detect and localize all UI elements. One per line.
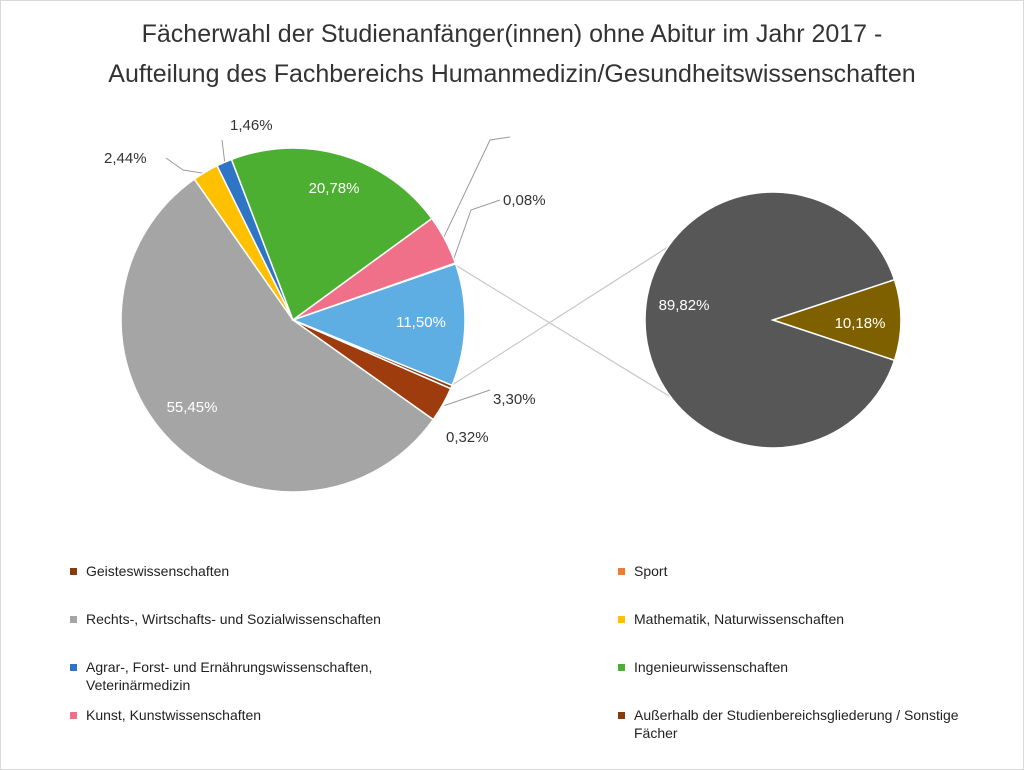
legend-swatch (618, 616, 625, 623)
leader-3-30 (445, 390, 490, 406)
legend-label: Außerhalb der Studienbereichsgliederung / Sonstige Fächer (634, 707, 959, 741)
legend-label: Geisteswissenschaften (86, 563, 230, 579)
legend-swatch (618, 712, 625, 719)
legend-swatch (70, 664, 77, 671)
leader-2-44 (166, 158, 206, 174)
label-geistes: 3,30% (493, 391, 536, 408)
legend-label: Rechts-, Wirtschafts- und Sozialwissenschaften (86, 611, 381, 627)
label-rechts-wirtschaft: 55,45% (166, 399, 218, 416)
chart-title-line-2: Aufteilung des Fachbereichs Humanmedizin/Gesundheitswissenschaften (108, 60, 916, 88)
legend-swatch (70, 712, 77, 719)
label-humanmedizin: 11,50% (396, 314, 446, 331)
legend-swatch (70, 616, 77, 623)
leader-kunst (442, 137, 510, 242)
legend-item-rechts-wirtschafts-und-sozialwissenschaften (70, 610, 490, 628)
leader-0-08 (452, 200, 500, 265)
label-sonstige: 0,32% (446, 429, 489, 446)
label-secondary-small: 10,18% (834, 315, 886, 332)
legend-swatch (70, 568, 77, 575)
legend-item-kunst-kunstwissenschaften (70, 706, 490, 724)
legend-label: Mathematik, Naturwissenschaften (634, 611, 845, 627)
legend-swatch (618, 568, 625, 575)
legend-swatch (618, 664, 625, 671)
label-agrar: 1,46% (230, 117, 273, 134)
legend-label: Agrar-, Forst- und Ernährungswissenschaften, Veterinärmedizin (86, 659, 373, 693)
legend-item-ingenieurwissenschaften (618, 658, 1024, 676)
label-sport: 0,08% (503, 192, 546, 209)
legend-item-sport (618, 562, 1024, 580)
legend-label: Ingenieurwissenschaften (634, 659, 789, 675)
legend-item-au-erhalb-der-studienbereichsgliederung-sonstige-f-cher (618, 706, 1024, 742)
label-mathematik: 2,44% (104, 150, 147, 167)
legend-item-agrar-forst-und-ern-hrungswissenschaften-veterin-rmedizin (70, 658, 490, 694)
label-ingenieur: 20,78% (308, 180, 360, 197)
legend-item-mathematik-naturwissenschaften (618, 610, 1024, 628)
legend-label: Sport (634, 563, 668, 579)
legend-label: Kunst, Kunstwissenschaften (86, 707, 262, 723)
label-secondary-large: 89,82% (658, 297, 710, 314)
leader-1-46 (222, 140, 225, 164)
legend-item-geisteswissenschaften (70, 562, 490, 580)
chart-title-line-1: Fächerwahl der Studienanfänger(innen) ohne Abitur im Jahr 2017 - (141, 20, 883, 48)
